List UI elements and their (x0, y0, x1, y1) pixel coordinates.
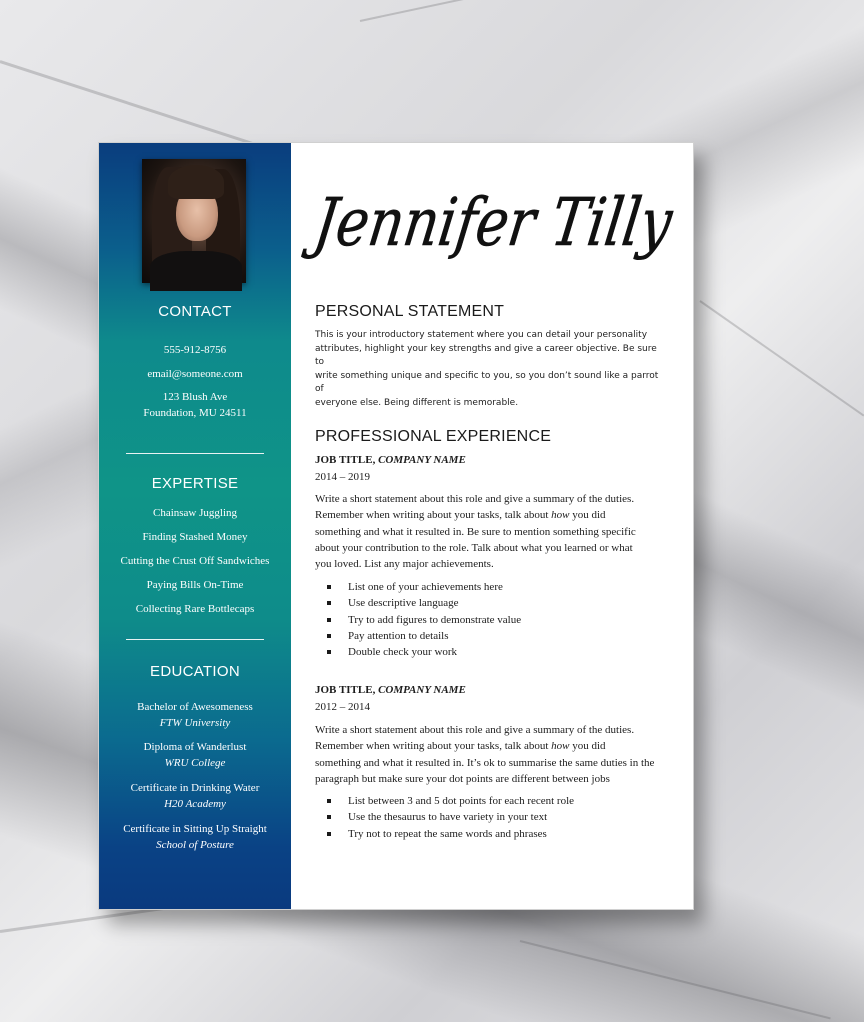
education-degree: Certificate in Sitting Up Straight (123, 823, 267, 835)
statement-line: This is your introductory statement where you can detail your personality (315, 330, 648, 340)
education-school: FTW University (159, 717, 231, 729)
experience-heading: PROFESSIONAL EXPERIENCE (315, 428, 552, 445)
job-title (315, 454, 466, 466)
list-item: List between 3 and 5 dot points for each recent role (325, 793, 574, 809)
job-title-text: JOB TITLE, (315, 684, 376, 696)
job-title-text: JOB TITLE, (315, 454, 376, 466)
desc-line: paragraph but make sure your dot points are different between jobs (315, 772, 610, 785)
desc-line: you loved. List any major achievements. (315, 558, 494, 571)
list-item: Use the thesaurus to have variety in your text (325, 809, 574, 825)
achievement-list (325, 793, 574, 842)
list-item: Pay attention to details (325, 628, 521, 644)
education-school: H20 Academy (164, 798, 226, 810)
profile-photo (142, 159, 246, 283)
personal-statement (315, 329, 667, 410)
sidebar (99, 143, 291, 909)
job-title (315, 684, 466, 696)
job-description (315, 722, 667, 787)
statement-line: attributes, highlight your key strengths and give a career objective. Be sure to (315, 343, 657, 367)
education-degree: Diploma of Wanderlust (143, 741, 247, 753)
contact-heading: CONTACT (158, 303, 232, 320)
education-degree: Bachelor of Awesomeness (137, 701, 253, 713)
desc-line: about your contribution to the role. Talk about what you learned or what (315, 541, 633, 554)
company-name: COMPANY NAME (378, 454, 466, 466)
name-text: Jennifer Tilly (309, 183, 753, 261)
desc-line: Write a short statement about this role and give a summary of the duties. (315, 724, 635, 736)
company-name: COMPANY NAME (378, 684, 466, 696)
desc-line: Remember when writing about your tasks, talk about how you did (315, 740, 606, 753)
job-description (315, 491, 667, 572)
marble-vein (360, 0, 810, 22)
name-signature (303, 167, 753, 277)
contact-email: email@someone.com (147, 368, 243, 380)
contact-phone: 555-912-8756 (163, 344, 227, 356)
desc-line: something and what it resulted in. It’s ok to summarise the same duties in the (315, 756, 655, 769)
job-dates: 2014 – 2019 (315, 471, 370, 483)
expertise-item: Paying Bills On-Time (146, 579, 244, 591)
desc-line: Remember when writing about your tasks, talk about how you did (315, 509, 606, 522)
list-item: Use descriptive language (325, 595, 521, 611)
resume-page (98, 142, 753, 910)
education-degree: Certificate in Drinking Water (130, 782, 260, 794)
achievement-list (325, 579, 521, 660)
divider (126, 453, 264, 454)
main-content (291, 143, 753, 909)
list-item: Double check your work (325, 644, 521, 660)
expertise-item: Finding Stashed Money (142, 531, 248, 543)
contact-address-line2: Foundation, MU 24511 (143, 407, 247, 419)
list-item: List one of your achievements here (325, 579, 521, 595)
personal-statement-heading: PERSONAL STATEMENT (315, 303, 505, 320)
expertise-item: Collecting Rare Bottlecaps (135, 603, 255, 615)
contact-address-line1: 123 Blush Ave (162, 391, 228, 403)
desc-line: Write a short statement about this role and give a summary of the duties. (315, 493, 635, 505)
education-school: School of Posture (156, 839, 234, 851)
expertise-heading: EXPERTISE (151, 475, 239, 492)
desc-line: something and what it resulted in. Be sure to mention something specific (315, 525, 636, 538)
expertise-item: Chainsaw Juggling (152, 507, 238, 519)
marble-vein (699, 300, 864, 416)
education-heading: EDUCATION (150, 663, 240, 680)
statement-line: everyone else. Being different is memorable. (315, 397, 519, 408)
list-item: Try not to repeat the same words and phrases (325, 826, 574, 842)
expertise-item: Cutting the Crust Off Sandwiches (120, 555, 270, 567)
divider (126, 639, 264, 640)
statement-line: write something unique and specific to you, so you don’t sound like a parrot of (315, 370, 659, 394)
marble-vein (520, 940, 831, 1019)
job-dates: 2012 – 2014 (315, 701, 370, 713)
education-school: WRU College (164, 757, 226, 769)
list-item: Try to add figures to demonstrate value (325, 612, 521, 628)
